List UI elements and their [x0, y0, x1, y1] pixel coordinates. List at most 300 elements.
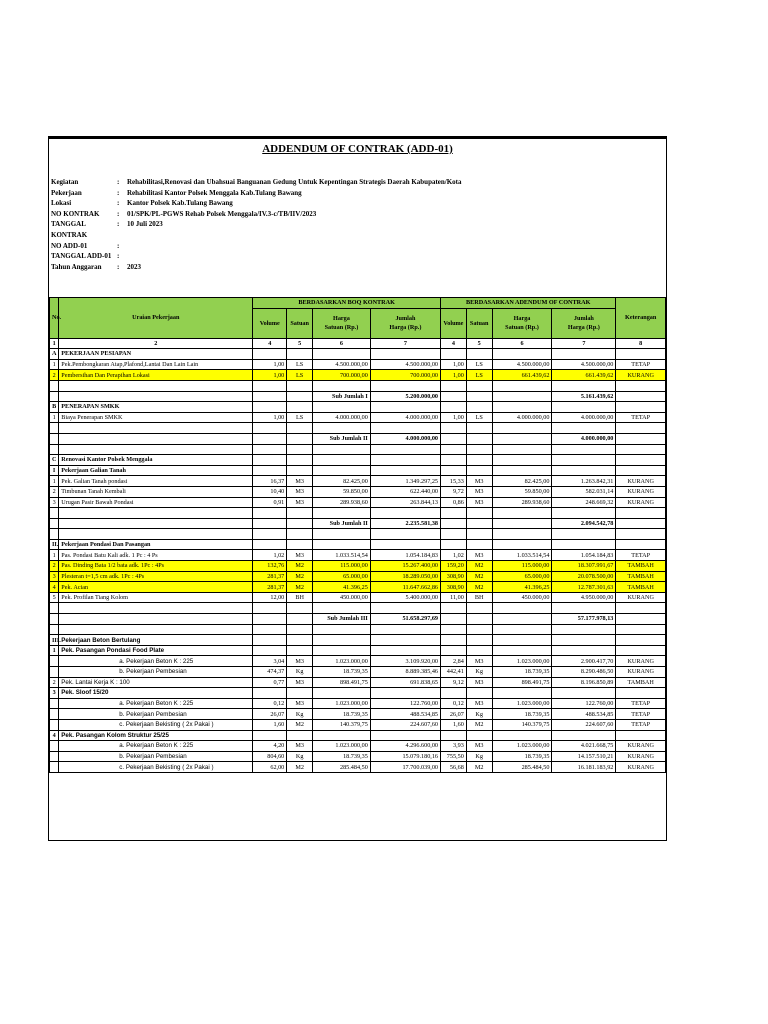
table-cell [616, 402, 666, 413]
column-number-row [50, 338, 666, 349]
column-number: 6 [313, 338, 371, 349]
table-cell: Pembersihan Dan Perapihan Lokasi [59, 370, 253, 381]
table-cell [492, 391, 552, 402]
table-cell: 2 [50, 561, 59, 572]
table-cell [59, 624, 253, 635]
table-cell [616, 380, 666, 391]
table-cell: 20.078.500,00 [552, 571, 616, 582]
table-cell [466, 645, 492, 656]
table-cell [370, 508, 440, 519]
table-cell: 1,60 [253, 719, 287, 730]
table-cell: 1.023.000,00 [313, 741, 371, 752]
table-cell: 41.396,25 [313, 582, 371, 593]
table-cell [50, 433, 59, 444]
table-cell [370, 688, 440, 699]
table-cell: 4.000.000,00 [552, 412, 616, 423]
table-cell: 0,86 [441, 497, 467, 508]
table-row [50, 667, 666, 678]
table-cell [50, 751, 59, 762]
table-cell [370, 402, 440, 413]
table-cell: 4.500.000,00 [552, 359, 616, 370]
table-cell [492, 645, 552, 656]
col-uraian: Uraian Pekerjaan [59, 298, 253, 339]
table-cell [370, 529, 440, 540]
table-cell: 1.033.514,54 [313, 550, 371, 561]
table-cell: 3.109.920,00 [370, 656, 440, 667]
table-cell [50, 656, 59, 667]
table-cell [466, 380, 492, 391]
table-cell: LS [287, 359, 313, 370]
table-cell: 56,68 [441, 762, 467, 773]
col-harga-satuan [313, 308, 371, 338]
table-cell [552, 465, 616, 476]
table-cell: 289.938,60 [313, 497, 371, 508]
table-cell [253, 624, 287, 635]
table-cell: KURANG [616, 592, 666, 603]
table-cell [370, 539, 440, 550]
table-cell: M3 [287, 486, 313, 497]
table-cell [370, 465, 440, 476]
table-row [50, 359, 666, 370]
table-row [50, 402, 666, 413]
table-cell [253, 444, 287, 455]
table-cell [441, 391, 467, 402]
table-cell: 115.000,00 [492, 561, 552, 572]
table-cell: 1,02 [253, 550, 287, 561]
table-cell: TAMBAH [616, 582, 666, 593]
table-cell [616, 518, 666, 529]
table-cell: 1.263.842,31 [552, 476, 616, 487]
table-cell [466, 624, 492, 635]
table-cell [441, 730, 467, 741]
table-cell: a. Pekerjaan Beton K : 225 [59, 741, 253, 752]
table-cell [466, 402, 492, 413]
table-cell [616, 391, 666, 402]
table-cell: 1 [50, 645, 59, 656]
table-cell: 804,60 [253, 751, 287, 762]
table-cell [441, 402, 467, 413]
table-cell [441, 635, 467, 646]
table-cell [370, 645, 440, 656]
table-cell [287, 465, 313, 476]
info-label: NO ADD-01 [51, 241, 88, 250]
table-row [50, 730, 666, 741]
table-cell [552, 603, 616, 614]
table-cell: Sub Jumlah II [313, 433, 371, 444]
table-cell [466, 614, 492, 625]
table-cell: a. Pekerjaan Beton K : 225 [59, 656, 253, 667]
table-cell: 140.379,75 [492, 719, 552, 730]
table-cell [552, 508, 616, 519]
table-row [50, 762, 666, 773]
info-colon: : [117, 262, 120, 271]
table-cell: Biaya Penerapan SMKK [59, 412, 253, 423]
table-cell: 4.000.000,00 [313, 412, 371, 423]
boq-table [49, 297, 666, 773]
table-cell: 26,07 [253, 709, 287, 720]
table-cell [253, 423, 287, 434]
table-cell: 248.669,32 [552, 497, 616, 508]
table-cell: KURANG [616, 762, 666, 773]
table-cell: I [50, 465, 59, 476]
table-cell: 159,20 [441, 561, 467, 572]
table-cell [552, 349, 616, 360]
table-cell: 224.607,60 [370, 719, 440, 730]
table-cell [287, 444, 313, 455]
table-row [50, 645, 666, 656]
table-cell [287, 614, 313, 625]
table-row [50, 433, 666, 444]
table-cell: 15,33 [441, 476, 467, 487]
table-cell [441, 645, 467, 656]
table-cell: LS [466, 359, 492, 370]
table-cell: 308,90 [441, 571, 467, 582]
table-cell [441, 444, 467, 455]
table-cell: Pekerjaan Beton Bertulang [59, 635, 253, 646]
table-cell [492, 433, 552, 444]
table-cell: TAMBAH [616, 561, 666, 572]
table-cell: 2 [50, 677, 59, 688]
jumlah-unit-add: Harga (Rp.) [567, 324, 600, 332]
table-cell: KURANG [616, 486, 666, 497]
col-satuan: Satuan [287, 308, 313, 338]
table-cell [313, 635, 371, 646]
table-cell: BH [466, 592, 492, 603]
table-cell: M3 [287, 741, 313, 752]
table-cell: 4 [50, 582, 59, 593]
table-cell [492, 423, 552, 434]
table-cell [492, 730, 552, 741]
table-row [50, 741, 666, 752]
table-cell: 1,00 [253, 370, 287, 381]
table-cell [441, 688, 467, 699]
table-cell: M2 [287, 571, 313, 582]
table-cell: 18.739,35 [313, 709, 371, 720]
table-cell [50, 741, 59, 752]
table-cell [441, 380, 467, 391]
table-cell [552, 529, 616, 540]
info-label: Tahun Anggaran [51, 262, 102, 271]
table-cell: KURANG [616, 751, 666, 762]
table-cell: a. Pekerjaan Beton K : 225 [59, 698, 253, 709]
table-cell: 82.425,00 [313, 476, 371, 487]
info-row [51, 262, 462, 273]
table-cell: Pek. Profilan Tiang Kolom [59, 592, 253, 603]
document-title: ADDENDUM OF CONTRAK (ADD-01) [262, 143, 453, 155]
table-cell: 2.900.417,70 [552, 656, 616, 667]
table-row [50, 561, 666, 572]
table-cell: TAMBAH [616, 677, 666, 688]
table-cell: 1.023.000,00 [313, 656, 371, 667]
table-cell: 4.500.000,00 [492, 359, 552, 370]
table-cell: 1,00 [253, 412, 287, 423]
table-cell: 62,00 [253, 762, 287, 773]
table-cell [466, 465, 492, 476]
table-cell [287, 518, 313, 529]
table-cell [59, 380, 253, 391]
table-cell: 3 [50, 688, 59, 699]
table-cell: 308,90 [441, 582, 467, 593]
table-cell [441, 349, 467, 360]
table-cell [59, 508, 253, 519]
table-cell [253, 349, 287, 360]
table-row [50, 592, 666, 603]
table-cell [552, 645, 616, 656]
table-cell [253, 380, 287, 391]
table-cell: 1,00 [441, 412, 467, 423]
table-cell [59, 529, 253, 540]
table-cell: 1,00 [253, 359, 287, 370]
table-cell: 18.289.050,00 [370, 571, 440, 582]
table-cell: 224.607,60 [552, 719, 616, 730]
table-cell: BH [287, 592, 313, 603]
table-cell: 5.200.000,00 [370, 391, 440, 402]
table-cell: 1,00 [441, 370, 467, 381]
table-cell: 16,37 [253, 476, 287, 487]
table-cell [313, 402, 371, 413]
jumlah-label-add: Jumlah [573, 315, 594, 323]
table-cell [313, 624, 371, 635]
info-row [51, 198, 462, 209]
table-cell [616, 614, 666, 625]
table-cell [492, 402, 552, 413]
table-cell: c. Pekerjaan Bekisting ( 2x Pakai ) [59, 719, 253, 730]
table-cell [59, 614, 253, 625]
table-row [50, 529, 666, 540]
table-cell [492, 614, 552, 625]
table-cell [441, 539, 467, 550]
table-cell [492, 624, 552, 635]
table-cell: Pekerjaan Galian Tanah [59, 465, 253, 476]
table-cell: 4,20 [253, 741, 287, 752]
table-cell [492, 465, 552, 476]
col-no: No. [50, 298, 59, 339]
harga-label: Harga [333, 315, 350, 323]
table-cell: 8.290.486,50 [552, 667, 616, 678]
table-cell [287, 508, 313, 519]
table-cell [253, 465, 287, 476]
table-cell [616, 423, 666, 434]
table-row [50, 688, 666, 699]
table-cell: III. [50, 635, 59, 646]
table-cell [466, 635, 492, 646]
table-cell [253, 539, 287, 550]
info-label: Kegiatan [51, 178, 79, 186]
table-cell: 11.647.662,86 [370, 582, 440, 593]
table-cell: 450.000,00 [313, 592, 371, 603]
table-cell: 4.950.000,00 [552, 592, 616, 603]
table-row [50, 614, 666, 625]
table-cell [616, 624, 666, 635]
table-cell: Pas. Dinding Bata 1/2 bata adk. 1Pc : 4Ps [59, 561, 253, 572]
table-cell [313, 380, 371, 391]
table-cell: 1.054.184,83 [370, 550, 440, 561]
table-cell: Urugan Pasir Bawah Pondasi [59, 497, 253, 508]
table-cell: b. Pekerjaan Pembesian [59, 751, 253, 762]
table-cell: M3 [287, 476, 313, 487]
table-cell [466, 391, 492, 402]
col-harga-satuan-add [492, 308, 552, 338]
table-cell: 2.094.542,78 [552, 518, 616, 529]
table-cell: 57.177.978,13 [552, 614, 616, 625]
info-colon: : [117, 178, 120, 186]
table-cell [253, 603, 287, 614]
table-cell [616, 433, 666, 444]
table-cell [552, 624, 616, 635]
table-cell: M3 [466, 741, 492, 752]
table-cell [313, 730, 371, 741]
table-cell: LS [466, 370, 492, 381]
table-cell [370, 624, 440, 635]
table-cell: Timbunan Tanah Kembali [59, 486, 253, 497]
table-cell: TETAP [616, 698, 666, 709]
info-colon: : [117, 209, 120, 218]
table-cell [466, 508, 492, 519]
table-cell: M3 [287, 656, 313, 667]
table-row [50, 698, 666, 709]
table-row [50, 677, 666, 688]
table-cell: Sub Jumlah I [313, 391, 371, 402]
table-cell: 9,72 [441, 486, 467, 497]
harga-label-add: Harga [513, 315, 531, 323]
table-cell: M2 [287, 582, 313, 593]
table-cell [253, 730, 287, 741]
table-cell: 661.439,62 [552, 370, 616, 381]
col-satuan-add: Satuan [466, 308, 492, 338]
table-cell: Pek. Pasangan Kolom Struktur 25/25 [59, 730, 253, 741]
table-cell: 4.500.000,00 [313, 359, 371, 370]
info-colon: : [117, 252, 120, 261]
col-volume-add: Volume [441, 308, 467, 338]
table-row [50, 486, 666, 497]
table-cell: Pas. Pondasi Batu Kali adk. 1 Pc : 4 Ps [59, 550, 253, 561]
table-cell [59, 433, 253, 444]
column-number: 5 [466, 338, 492, 349]
table-cell: 488.534,85 [370, 709, 440, 720]
table-cell [441, 423, 467, 434]
table-cell [466, 730, 492, 741]
table-cell: 1 [50, 359, 59, 370]
table-cell: M3 [287, 698, 313, 709]
table-cell: Sub Jumlah III [313, 614, 371, 625]
table-cell: Kg [466, 709, 492, 720]
table-cell: 700.000,00 [370, 370, 440, 381]
table-row [50, 465, 666, 476]
table-cell: 4.000.000,00 [552, 433, 616, 444]
table-cell: LS [287, 370, 313, 381]
table-cell: 691.838,65 [370, 677, 440, 688]
table-cell: 82.425,00 [492, 476, 552, 487]
table-cell [466, 688, 492, 699]
table-cell: 17.700.039,00 [370, 762, 440, 773]
info-value: 01/SPK/PL-PGWS Rehab Polsek Menggala/IV.3-c/TB/IIV/2023 [127, 209, 317, 218]
table-cell [466, 518, 492, 529]
table-cell: 15.267.400,00 [370, 561, 440, 572]
table-cell: 3 [50, 497, 59, 508]
table-cell [59, 444, 253, 455]
table-cell [616, 635, 666, 646]
table-cell: 4.000.000,00 [370, 433, 440, 444]
table-cell [287, 603, 313, 614]
table-cell: 14.157.510,21 [552, 751, 616, 762]
table-cell [59, 391, 253, 402]
table-row [50, 518, 666, 529]
table-cell: 3 [50, 571, 59, 582]
table-cell: Pek. Pasangan Pondasi Food Plate [59, 645, 253, 656]
table-cell [441, 614, 467, 625]
info-row [51, 219, 462, 240]
table-cell: 4.000.000,00 [370, 412, 440, 423]
table-cell [616, 730, 666, 741]
table-cell: 16.181.183,92 [552, 762, 616, 773]
table-cell [50, 762, 59, 773]
table-row [50, 349, 666, 360]
harga-unit-add: Satuan (Rp.) [505, 324, 539, 332]
table-cell [50, 667, 59, 678]
table-cell: M3 [466, 497, 492, 508]
table-cell: Plesteran t=1,5 cm adk. 1Pc : 4Ps [59, 571, 253, 582]
table-cell: 0,12 [253, 698, 287, 709]
table-cell: 582.031,14 [552, 486, 616, 497]
table-cell: 18.307.991,67 [552, 561, 616, 572]
table-cell: 289.938,60 [492, 497, 552, 508]
table-cell: 1.023.000,00 [492, 741, 552, 752]
table-cell: M3 [466, 698, 492, 709]
table-cell: Sub Jumlah II [313, 518, 371, 529]
table-cell [50, 423, 59, 434]
table-row [50, 391, 666, 402]
table-cell [253, 645, 287, 656]
table-cell [287, 730, 313, 741]
table-cell [253, 614, 287, 625]
table-cell [552, 423, 616, 434]
table-cell [370, 455, 440, 466]
table-cell: TETAP [616, 359, 666, 370]
table-cell [441, 508, 467, 519]
table-cell: C [50, 455, 59, 466]
table-cell [287, 402, 313, 413]
table-cell: 1.349.297,25 [370, 476, 440, 487]
table-cell: 1,02 [441, 550, 467, 561]
table-cell: M3 [466, 476, 492, 487]
table-cell [616, 508, 666, 519]
table-cell: M2 [287, 762, 313, 773]
table-cell [552, 380, 616, 391]
info-colon: : [117, 199, 120, 208]
table-cell: 2 [50, 370, 59, 381]
info-row [51, 251, 462, 262]
table-cell [313, 423, 371, 434]
table-cell [287, 423, 313, 434]
table-cell: 8.889.385,46 [370, 667, 440, 678]
table-cell [313, 529, 371, 540]
table-cell [492, 529, 552, 540]
table-cell: 5.400.000,00 [370, 592, 440, 603]
table-cell [313, 455, 371, 466]
table-cell [441, 455, 467, 466]
table-cell [441, 433, 467, 444]
table-cell: 3,04 [253, 656, 287, 667]
table-cell: 18.739,35 [492, 667, 552, 678]
table-cell [370, 380, 440, 391]
table-cell: 115.000,00 [313, 561, 371, 572]
table-cell: 41.396,25 [492, 582, 552, 593]
info-value: Rehabilitasi Kantor Polsek Menggala Kab.Tulang Bawang [127, 188, 302, 197]
table-cell: Pek. Acian [59, 582, 253, 593]
table-cell: 1.023.000,00 [492, 656, 552, 667]
table-cell: 11,00 [441, 592, 467, 603]
table-cell: 661.439,62 [492, 370, 552, 381]
